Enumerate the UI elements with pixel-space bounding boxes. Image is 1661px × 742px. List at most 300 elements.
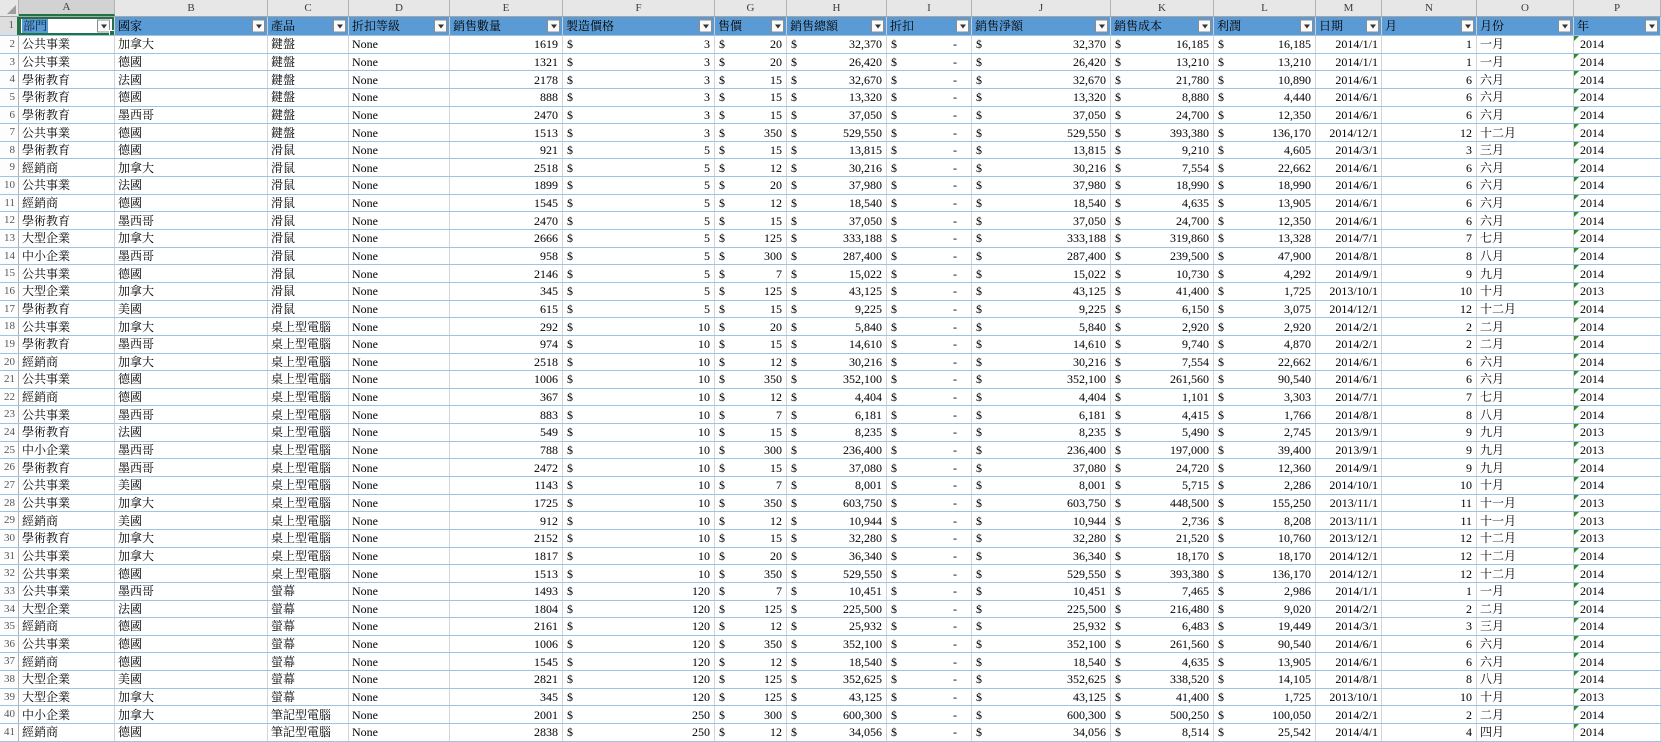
cell-B31[interactable] [115,548,268,565]
cell-O36[interactable] [1477,636,1574,653]
cell-C39[interactable] [268,689,349,706]
cell-M3[interactable] [1316,54,1382,71]
header-cell-G1[interactable] [715,17,787,35]
cell-O26[interactable] [1477,459,1574,476]
cell-A29[interactable] [19,512,115,529]
cell-L25[interactable] [1214,442,1316,459]
cell-G22[interactable] [715,389,787,406]
cell-B23[interactable] [115,406,268,423]
cell-N16[interactable] [1382,283,1477,300]
row-header-33[interactable]: 33 [0,583,19,600]
cell-F16[interactable] [563,283,715,300]
cell-I24[interactable] [887,424,972,441]
cell-B34[interactable] [115,601,268,618]
cell-P16[interactable] [1574,283,1661,300]
cell-G16[interactable] [715,283,787,300]
cell-O38[interactable] [1477,671,1574,688]
cell-E11[interactable] [450,195,563,212]
cell-C15[interactable] [268,265,349,282]
cell-C35[interactable] [268,618,349,635]
cell-G34[interactable] [715,601,787,618]
cell-O25[interactable] [1477,442,1574,459]
row-header-6[interactable]: 6 [0,107,19,124]
cell-K28[interactable] [1111,495,1214,512]
cell-F11[interactable] [563,195,715,212]
cell-E30[interactable] [450,530,563,547]
filter-button-D[interactable] [434,20,447,33]
cell-K8[interactable] [1111,142,1214,159]
cell-B18[interactable] [115,318,268,335]
cell-A37[interactable] [19,653,115,670]
cell-H30[interactable] [787,530,887,547]
cell-O8[interactable] [1477,142,1574,159]
cell-E40[interactable] [450,706,563,723]
cell-J5[interactable] [972,89,1111,106]
cell-B41[interactable] [115,724,268,741]
row-header-9[interactable]: 9 [0,159,19,176]
cell-L28[interactable] [1214,495,1316,512]
cell-E38[interactable] [450,671,563,688]
cell-D28[interactable] [349,495,450,512]
cell-D19[interactable] [349,336,450,353]
cell-K33[interactable] [1111,583,1214,600]
cell-O2[interactable] [1477,36,1574,53]
column-header-I[interactable]: I [887,0,972,16]
cell-I36[interactable] [887,636,972,653]
cell-I35[interactable] [887,618,972,635]
cell-I27[interactable] [887,477,972,494]
cell-H10[interactable] [787,177,887,194]
header-cell-I1[interactable] [887,17,972,35]
cell-M5[interactable] [1316,89,1382,106]
cell-K11[interactable] [1111,195,1214,212]
filter-button-I[interactable] [956,20,969,33]
cell-J2[interactable] [972,36,1111,53]
cell-K35[interactable] [1111,618,1214,635]
cell-E3[interactable] [450,54,563,71]
cell-C7[interactable] [268,124,349,141]
cell-K18[interactable] [1111,318,1214,335]
cell-P10[interactable] [1574,177,1661,194]
cell-E18[interactable] [450,318,563,335]
cell-P37[interactable] [1574,653,1661,670]
cell-N13[interactable] [1382,230,1477,247]
cell-D10[interactable] [349,177,450,194]
cell-D23[interactable] [349,406,450,423]
cell-H36[interactable] [787,636,887,653]
cell-F23[interactable] [563,406,715,423]
cell-G27[interactable] [715,477,787,494]
cell-C3[interactable] [268,54,349,71]
header-cell-M1[interactable] [1316,17,1382,35]
cell-B2[interactable] [115,36,268,53]
row-header-26[interactable]: 26 [0,459,19,476]
cell-E20[interactable] [450,354,563,371]
cell-L37[interactable] [1214,653,1316,670]
cell-A39[interactable] [19,689,115,706]
cell-G31[interactable] [715,548,787,565]
cell-A3[interactable] [19,54,115,71]
cell-H25[interactable] [787,442,887,459]
cell-B20[interactable] [115,354,268,371]
row-header-22[interactable]: 22 [0,389,19,406]
cell-J26[interactable] [972,459,1111,476]
cell-A27[interactable] [19,477,115,494]
cell-L19[interactable] [1214,336,1316,353]
cell-L5[interactable] [1214,89,1316,106]
cell-G38[interactable] [715,671,787,688]
cell-A12[interactable] [19,212,115,229]
cell-M11[interactable] [1316,195,1382,212]
cell-M18[interactable] [1316,318,1382,335]
cell-H13[interactable] [787,230,887,247]
cell-I31[interactable] [887,548,972,565]
cell-A26[interactable] [19,459,115,476]
filter-button-C[interactable] [333,20,346,33]
cell-H18[interactable] [787,318,887,335]
cell-N33[interactable] [1382,583,1477,600]
cell-P4[interactable] [1574,71,1661,88]
row-header-23[interactable]: 23 [0,406,19,423]
column-header-L[interactable]: L [1214,0,1316,16]
cell-H2[interactable] [787,36,887,53]
cell-F25[interactable] [563,442,715,459]
cell-H14[interactable] [787,248,887,265]
cell-J40[interactable] [972,706,1111,723]
cell-L24[interactable] [1214,424,1316,441]
cell-E31[interactable] [450,548,563,565]
row-header-14[interactable]: 14 [0,248,19,265]
cell-P21[interactable] [1574,371,1661,388]
cell-G10[interactable] [715,177,787,194]
cell-C37[interactable] [268,653,349,670]
cell-M10[interactable] [1316,177,1382,194]
cell-J33[interactable] [972,583,1111,600]
cell-G40[interactable] [715,706,787,723]
row-header-40[interactable]: 40 [0,706,19,723]
row-header-30[interactable]: 30 [0,530,19,547]
cell-J3[interactable] [972,54,1111,71]
cell-C24[interactable] [268,424,349,441]
cell-E22[interactable] [450,389,563,406]
cell-A20[interactable] [19,354,115,371]
cell-K36[interactable] [1111,636,1214,653]
cell-I6[interactable] [887,107,972,124]
cell-E8[interactable] [450,142,563,159]
cell-M41[interactable] [1316,724,1382,741]
filter-button-O[interactable] [1558,20,1571,33]
cell-F40[interactable] [563,706,715,723]
cell-M33[interactable] [1316,583,1382,600]
cell-C14[interactable] [268,248,349,265]
cell-O5[interactable] [1477,89,1574,106]
cell-J28[interactable] [972,495,1111,512]
cell-M27[interactable] [1316,477,1382,494]
cell-D41[interactable] [349,724,450,741]
cell-I28[interactable] [887,495,972,512]
cell-M7[interactable] [1316,124,1382,141]
cell-F41[interactable] [563,724,715,741]
cell-N18[interactable] [1382,318,1477,335]
column-header-K[interactable]: K [1111,0,1214,16]
row-header-15[interactable]: 15 [0,265,19,282]
cell-B38[interactable] [115,671,268,688]
cell-E13[interactable] [450,230,563,247]
cell-D8[interactable] [349,142,450,159]
cell-O18[interactable] [1477,318,1574,335]
cell-K27[interactable] [1111,477,1214,494]
cell-I23[interactable] [887,406,972,423]
cell-C41[interactable] [268,724,349,741]
cell-P19[interactable] [1574,336,1661,353]
row-header-3[interactable]: 3 [0,54,19,71]
header-cell-B1[interactable] [115,17,268,35]
cell-M34[interactable] [1316,601,1382,618]
cell-F5[interactable] [563,89,715,106]
column-header-C[interactable]: C [268,0,349,16]
cell-C9[interactable] [268,159,349,176]
cell-A8[interactable] [19,142,115,159]
cell-P24[interactable] [1574,424,1661,441]
cell-J22[interactable] [972,389,1111,406]
cell-D29[interactable] [349,512,450,529]
cell-N37[interactable] [1382,653,1477,670]
cell-A9[interactable] [19,159,115,176]
cell-O22[interactable] [1477,389,1574,406]
row-header-28[interactable]: 28 [0,495,19,512]
cell-F35[interactable] [563,618,715,635]
cell-A6[interactable] [19,107,115,124]
cell-K7[interactable] [1111,124,1214,141]
cell-H9[interactable] [787,159,887,176]
cell-F24[interactable] [563,424,715,441]
cell-J13[interactable] [972,230,1111,247]
cell-P23[interactable] [1574,406,1661,423]
cell-P38[interactable] [1574,671,1661,688]
cell-K20[interactable] [1111,354,1214,371]
cell-K37[interactable] [1111,653,1214,670]
cell-C20[interactable] [268,354,349,371]
cell-L26[interactable] [1214,459,1316,476]
cell-K22[interactable] [1111,389,1214,406]
cell-B26[interactable] [115,459,268,476]
cell-M21[interactable] [1316,371,1382,388]
cell-G6[interactable] [715,107,787,124]
cell-J15[interactable] [972,265,1111,282]
cell-E41[interactable] [450,724,563,741]
cell-H19[interactable] [787,336,887,353]
cell-A13[interactable] [19,230,115,247]
cell-B7[interactable] [115,124,268,141]
cell-P28[interactable] [1574,495,1661,512]
cell-O35[interactable] [1477,618,1574,635]
cell-I7[interactable] [887,124,972,141]
cell-H4[interactable] [787,71,887,88]
cell-I18[interactable] [887,318,972,335]
cell-M38[interactable] [1316,671,1382,688]
header-cell-N1[interactable] [1382,17,1477,35]
cell-P8[interactable] [1574,142,1661,159]
cell-O32[interactable] [1477,565,1574,582]
cell-B8[interactable] [115,142,268,159]
cell-K34[interactable] [1111,601,1214,618]
cell-B19[interactable] [115,336,268,353]
cell-K19[interactable] [1111,336,1214,353]
cell-K15[interactable] [1111,265,1214,282]
cell-O11[interactable] [1477,195,1574,212]
cell-N26[interactable] [1382,459,1477,476]
cell-J29[interactable] [972,512,1111,529]
column-header-A[interactable]: A [19,0,115,16]
cell-L7[interactable] [1214,124,1316,141]
row-header-5[interactable]: 5 [0,89,19,106]
cell-F39[interactable] [563,689,715,706]
cell-D40[interactable] [349,706,450,723]
cell-H40[interactable] [787,706,887,723]
cell-G24[interactable] [715,424,787,441]
cell-G23[interactable] [715,406,787,423]
cell-N27[interactable] [1382,477,1477,494]
cell-M2[interactable] [1316,36,1382,53]
cell-L36[interactable] [1214,636,1316,653]
cell-H38[interactable] [787,671,887,688]
cell-M17[interactable] [1316,301,1382,318]
cell-B25[interactable] [115,442,268,459]
cell-L3[interactable] [1214,54,1316,71]
cell-C22[interactable] [268,389,349,406]
cell-D2[interactable] [349,36,450,53]
filter-button-M[interactable] [1366,20,1379,33]
row-header-32[interactable]: 32 [0,565,19,582]
cell-M9[interactable] [1316,159,1382,176]
cell-H39[interactable] [787,689,887,706]
cell-F8[interactable] [563,142,715,159]
cell-H26[interactable] [787,459,887,476]
cell-I41[interactable] [887,724,972,741]
cell-P34[interactable] [1574,601,1661,618]
cell-O9[interactable] [1477,159,1574,176]
row-header-11[interactable]: 11 [0,195,19,212]
cell-N35[interactable] [1382,618,1477,635]
cell-C25[interactable] [268,442,349,459]
cell-E14[interactable] [450,248,563,265]
cell-D32[interactable] [349,565,450,582]
cell-D22[interactable] [349,389,450,406]
cell-L23[interactable] [1214,406,1316,423]
cell-G36[interactable] [715,636,787,653]
row-header-39[interactable]: 39 [0,689,19,706]
cell-I32[interactable] [887,565,972,582]
cell-I37[interactable] [887,653,972,670]
cell-P36[interactable] [1574,636,1661,653]
cell-J34[interactable] [972,601,1111,618]
cell-K4[interactable] [1111,71,1214,88]
cell-P12[interactable] [1574,212,1661,229]
cell-J16[interactable] [972,283,1111,300]
cell-H31[interactable] [787,548,887,565]
cell-A41[interactable] [19,724,115,741]
cell-L30[interactable] [1214,530,1316,547]
row-header-38[interactable]: 38 [0,671,19,688]
cell-F28[interactable] [563,495,715,512]
cell-F12[interactable] [563,212,715,229]
cell-M12[interactable] [1316,212,1382,229]
cell-G13[interactable] [715,230,787,247]
cell-A36[interactable] [19,636,115,653]
cell-P6[interactable] [1574,107,1661,124]
cell-C19[interactable] [268,336,349,353]
cell-O6[interactable] [1477,107,1574,124]
cell-C27[interactable] [268,477,349,494]
cell-B9[interactable] [115,159,268,176]
cell-A11[interactable] [19,195,115,212]
cell-C16[interactable] [268,283,349,300]
cell-A34[interactable] [19,601,115,618]
cell-D39[interactable] [349,689,450,706]
filter-button-N[interactable] [1461,20,1474,33]
cell-N4[interactable] [1382,71,1477,88]
cell-D13[interactable] [349,230,450,247]
cell-N24[interactable] [1382,424,1477,441]
cell-H17[interactable] [787,301,887,318]
cell-C4[interactable] [268,71,349,88]
filter-button-G[interactable] [771,20,784,33]
cell-F10[interactable] [563,177,715,194]
cell-E24[interactable] [450,424,563,441]
cell-I33[interactable] [887,583,972,600]
row-header-13[interactable]: 13 [0,230,19,247]
cell-G5[interactable] [715,89,787,106]
cell-A19[interactable] [19,336,115,353]
cell-I5[interactable] [887,89,972,106]
cell-H16[interactable] [787,283,887,300]
cell-A5[interactable] [19,89,115,106]
select-all-corner[interactable] [0,0,19,16]
cell-J27[interactable] [972,477,1111,494]
header-cell-J1[interactable] [972,17,1111,35]
cell-K24[interactable] [1111,424,1214,441]
row-header-41[interactable]: 41 [0,724,19,741]
cell-A35[interactable] [19,618,115,635]
cell-M39[interactable] [1316,689,1382,706]
cell-B32[interactable] [115,565,268,582]
cell-M14[interactable] [1316,248,1382,265]
cell-D15[interactable] [349,265,450,282]
row-header-20[interactable]: 20 [0,354,19,371]
cell-N6[interactable] [1382,107,1477,124]
cell-M4[interactable] [1316,71,1382,88]
cell-O20[interactable] [1477,354,1574,371]
cell-B4[interactable] [115,71,268,88]
cell-P7[interactable] [1574,124,1661,141]
cell-F6[interactable] [563,107,715,124]
cell-P17[interactable] [1574,301,1661,318]
cell-K25[interactable] [1111,442,1214,459]
cell-L22[interactable] [1214,389,1316,406]
cell-O41[interactable] [1477,724,1574,741]
cell-N15[interactable] [1382,265,1477,282]
cell-O17[interactable] [1477,301,1574,318]
cell-G29[interactable] [715,512,787,529]
cell-O21[interactable] [1477,371,1574,388]
cell-D12[interactable] [349,212,450,229]
cell-E17[interactable] [450,301,563,318]
cell-P33[interactable] [1574,583,1661,600]
cell-N31[interactable] [1382,548,1477,565]
cell-E5[interactable] [450,89,563,106]
cell-I3[interactable] [887,54,972,71]
cell-K21[interactable] [1111,371,1214,388]
